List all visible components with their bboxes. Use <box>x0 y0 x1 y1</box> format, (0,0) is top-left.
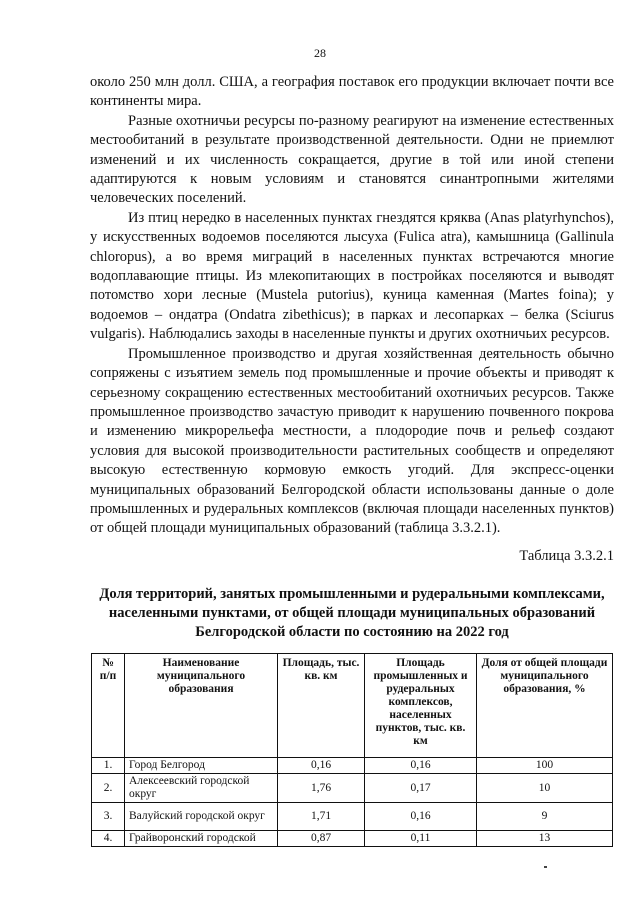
row-area: 0,16 <box>278 758 365 774</box>
row-name: Валуйский городской округ <box>125 803 278 831</box>
body-text <box>90 73 614 539</box>
table-row <box>92 774 613 803</box>
row-share: 13 <box>477 831 613 847</box>
header-share: Доля от общей площади муниципального образования, % <box>477 654 613 758</box>
header-area: Площадь, тыс. кв. км <box>278 654 365 758</box>
paragraph-2: Разные охотничьи ресурсы по-разному реагируют на изменение естественных местообитаний в результате производственной деятельности. Одни не приемлют изменений и их численность сокращается, другие в той или иной степени адаптируются к новым условиям и становятся синантропными жителями человеческих поселений. <box>90 112 614 207</box>
row-industrial-area: 0,16 <box>365 758 477 774</box>
row-name: Алексеевский городской округ <box>125 774 278 803</box>
row-industrial-area: 0,16 <box>365 803 477 831</box>
row-share: 100 <box>477 758 613 774</box>
header-industrial-area: Площадь промышленных и рудеральных комплексов, населенных пунктов, тыс. кв. км <box>365 654 477 758</box>
row-number: 4. <box>92 831 125 847</box>
table-row <box>92 803 613 831</box>
row-share: 10 <box>477 774 613 803</box>
row-industrial-area: 0,11 <box>365 831 477 847</box>
table-header-row <box>92 654 613 758</box>
row-area: 0,87 <box>278 831 365 847</box>
table-row <box>92 758 613 774</box>
row-area: 1,76 <box>278 774 365 803</box>
row-number: 2. <box>92 774 125 803</box>
row-industrial-area: 0,17 <box>365 774 477 803</box>
row-name: Город Белгород <box>125 758 278 774</box>
paragraph-3: Из птиц нередко в населенных пунктах гнездятся кряква (Anas platyrhynchos), у искусственных водоемов поселяются лысуха (Fulica atra), камышница (Gallinula chloropus), а во время миграций в населенных пунктах встречаются многие водоплавающие птицы. Из млекопитающих в постройках поселяются и выводят потомство хори лесные (Mustela putorius), куница каменная (Martes foina); у водоемов – ондатра (Ondatra zibethicus); в парках и лесопарках – белка (Sciurus vulgaris). Наблюдались заходы в населенные пункты и других охотничьих ресурсов. <box>90 209 614 343</box>
row-area: 1,71 <box>278 803 365 831</box>
table-row <box>92 831 613 847</box>
paragraph-4: Промышленное производство и другая хозяйственная деятельность обычно сопряжены с изъятием земель под промышленные и прочие объекты и приводят к серьезному сокращению естественных местообитаний охотничьих ресурсов. Также промышленное производство зачастую приводит к нарушению почвенного покрова и изменению микрорельефа местности, а плодородие почв и рельеф создают условия для высокой производительности растительных сообществ и определяют высокую естественную кормовую емкость угодий. Для экспресс-оценки муниципальных образований Белгородской области использованы данные о доле промышленных и рудеральных комплексов (включая площади населенных пунктов) от общей площади муниципальных образований (таблица 3.3.2.1). <box>90 345 614 537</box>
table-label: Таблица 3.3.2.1 <box>519 548 614 564</box>
row-number: 3. <box>92 803 125 831</box>
page-number: 28 <box>314 46 326 60</box>
paragraph-1: около 250 млн долл. США, а география поставок его продукции включает почти все континенты мира. <box>90 74 614 110</box>
row-name: Грайворонский городской <box>125 831 278 847</box>
table-title: Доля территорий, занятых промышленными и рудеральными комплексами, населенными пунктами, от общей площади муниципальных образований Белгородской области по состоянию на 2022 год <box>99 586 605 640</box>
scan-speck <box>544 866 547 868</box>
row-number: 1. <box>92 758 125 774</box>
header-name: Наименование муниципального образования <box>125 654 278 758</box>
row-share: 9 <box>477 803 613 831</box>
data-table <box>91 653 613 847</box>
header-number: № п/п <box>92 654 125 758</box>
